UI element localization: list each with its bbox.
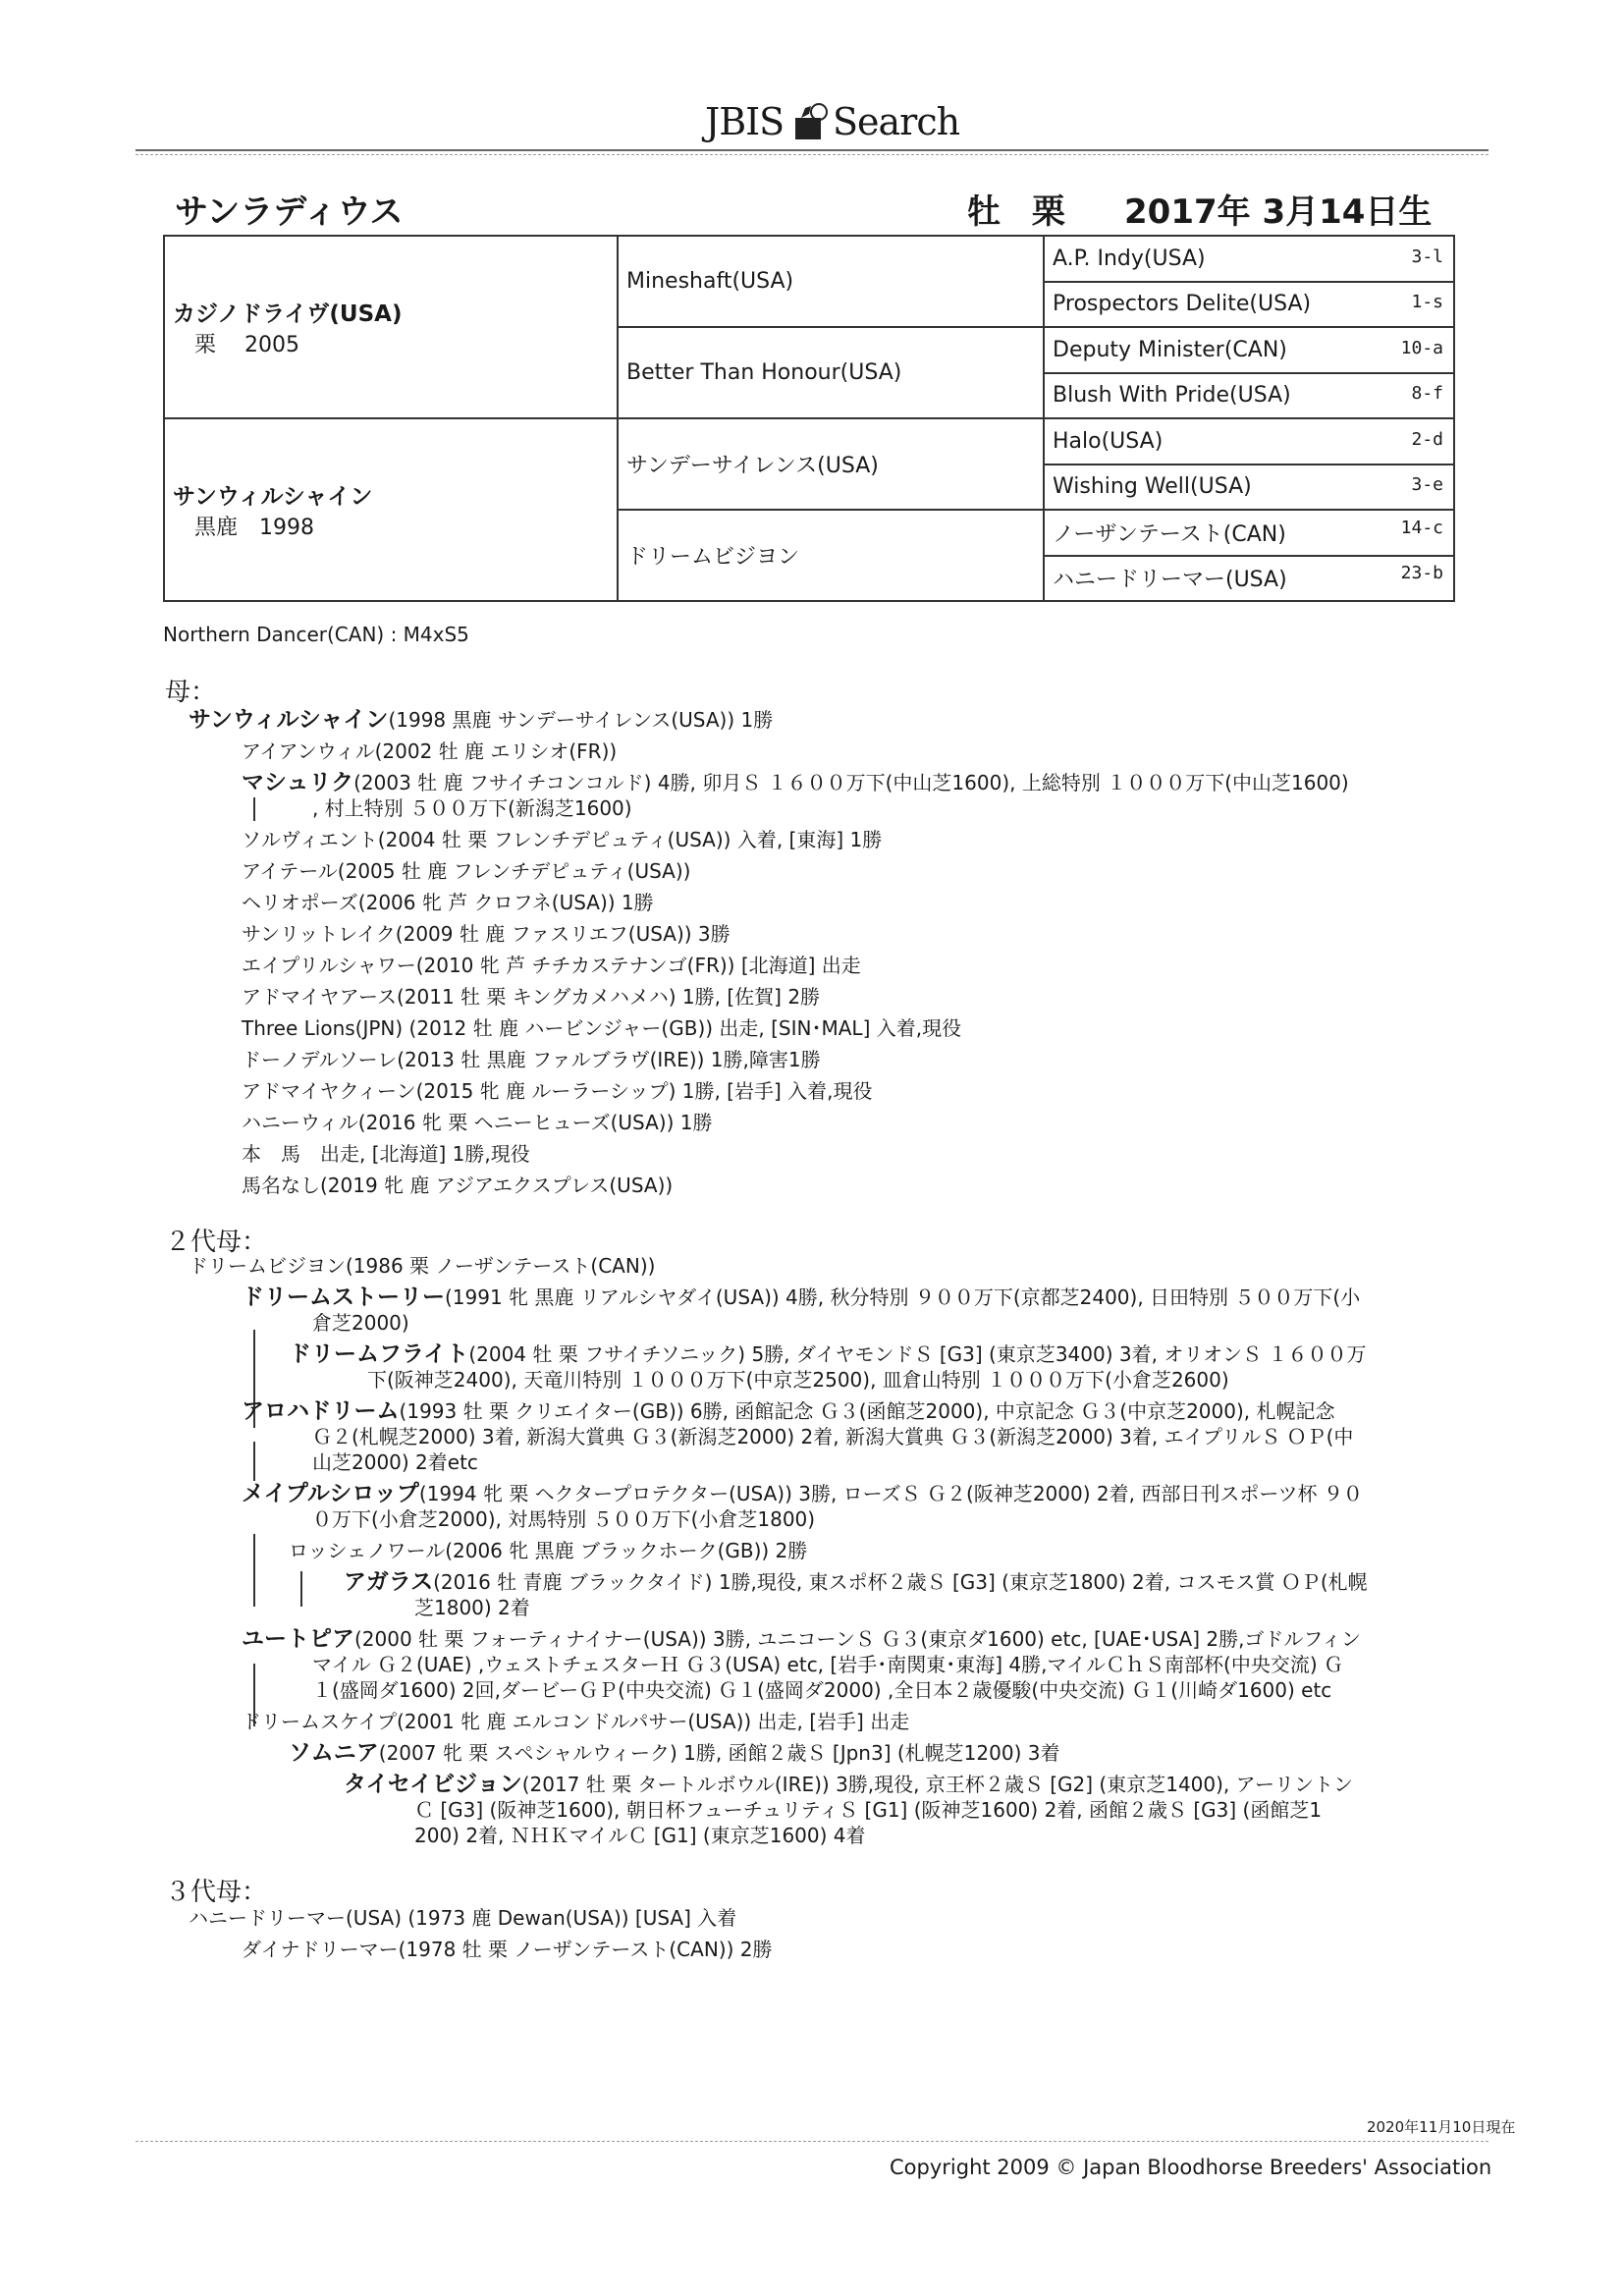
family-line bbox=[312, 1652, 1343, 1677]
horse-detail-text: (2016 牡 青鹿 ブラックタイド) 1勝,現役, 東スポ杯２歳Ｓ [G3] (東京芝1800) 2着, コスモス賞 ＯＰ(札幌 bbox=[433, 1570, 1368, 1594]
jbis-search-logo bbox=[687, 90, 960, 149]
pedigree-dam bbox=[164, 418, 618, 601]
horse-detail-text: アドマイヤアース(2011 牡 栗 キングカメハメハ) 1勝, [佐賀] 2勝 bbox=[242, 985, 821, 1009]
horse-detail-text: ロッシェノワール(2006 牝 黒鹿 ブラックホーク(GB)) 2勝 bbox=[289, 1539, 808, 1562]
header-rule bbox=[135, 149, 1489, 151]
horse-detail-text: 本 馬 出走, [北海道] 1勝,現役 bbox=[242, 1142, 530, 1166]
horse-name-bold: アガラス bbox=[344, 1569, 434, 1595]
family-line bbox=[242, 1937, 772, 1962]
horse-detail-text: ヘリオポーズ(2006 牝 芦 クロフネ(USA)) 1勝 bbox=[242, 891, 654, 914]
family-line bbox=[242, 770, 1349, 795]
family-line bbox=[189, 1905, 736, 1931]
family-line bbox=[367, 1367, 1229, 1393]
horse-detail-text: 倉芝2000) bbox=[312, 1311, 409, 1335]
family-line bbox=[242, 921, 731, 947]
horse-detail-text: ソルヴィエント(2004 牡 栗 フレンチデピュティ(USA)) 入着, [東海] 1勝 bbox=[242, 828, 883, 851]
horse-name-bold: ドリームストーリー bbox=[242, 1285, 445, 1310]
sire-name: カジノドライヴ(USA) bbox=[173, 301, 403, 327]
horse-detail-text: 山芝2000) 2着etc bbox=[312, 1450, 478, 1474]
pedigree-g2-cell: Mineshaft(USA) bbox=[618, 236, 1044, 327]
dam-name: サンウィルシャイン bbox=[173, 484, 373, 510]
horse-detail-text: (1998 黒鹿 サンデーサイレンス(USA)) 1勝 bbox=[388, 708, 774, 732]
family-line bbox=[242, 1078, 873, 1104]
family-line bbox=[242, 890, 654, 915]
family-line bbox=[414, 1823, 866, 1848]
horse-detail-text: ドリームスケイプ(2001 牝 鹿 エルコンドルパサー(USA)) 出走, [岩手] 出走 bbox=[242, 1710, 910, 1733]
pedigree-g2-cell: ドリームビジヨン bbox=[618, 510, 1044, 601]
horse-detail-text: 下(阪神芝2400), 天竜川特別 １０００万下(中京芝2500), 皿倉山特別 １０００万下(小倉芝2600) bbox=[367, 1368, 1229, 1392]
horse-detail-text: マイル Ｇ２(UAE) ,ウェストチェスターＨ Ｇ３(USA) etc, [岩手･南関東･東海] 4勝,マイルＣｈＳ南部杯(中央交流) Ｇ bbox=[312, 1653, 1344, 1676]
copyright-text: Copyright 2009 © Japan Bloodhorse Breeders' Association bbox=[890, 2156, 1492, 2179]
horse-detail-text: (1993 牡 栗 クリエイター(GB)) 6勝, 函館記念 Ｇ３(函館芝2000), 中京記念 Ｇ３(中京芝2000), 札幌記念 bbox=[399, 1399, 1335, 1423]
horse-name-bold: メイプルシロップ bbox=[242, 1481, 419, 1506]
family-line bbox=[312, 1449, 478, 1475]
as-of-date: 2020年11月10日現在 bbox=[1367, 2118, 1516, 2136]
family-connector bbox=[253, 1534, 255, 1607]
footer-rule bbox=[135, 2141, 1489, 2142]
family-line bbox=[242, 858, 690, 884]
section-g2dam-heading: ２代母： bbox=[165, 1228, 268, 1257]
family-line bbox=[344, 1569, 1368, 1595]
pedigree-table bbox=[163, 235, 1455, 602]
horse-detail-text: (2004 牡 栗 フサイチソニック) 5勝, ダイヤモンドＳ [G3] (東京芝3400) 3着, オリオンＳ １６００万 bbox=[468, 1342, 1367, 1366]
horse-detail-text: ０万下(小倉芝2000), 対馬特別 ５００万下(小倉芝1800) bbox=[312, 1507, 816, 1531]
family-line bbox=[242, 1015, 961, 1041]
family-line bbox=[242, 1626, 1361, 1652]
section-g3dam-heading: ３代母： bbox=[165, 1878, 268, 1907]
family-line bbox=[242, 953, 861, 978]
horse-detail-text: (2017 牡 栗 タートルボウル(IRE)) 3勝,現役, 京王杯２歳Ｓ [G2] (東京芝1400), アーリントン bbox=[521, 1773, 1354, 1796]
family-line bbox=[242, 738, 617, 764]
horse-birth-date: 2017年 3月14日生 bbox=[1124, 192, 1433, 232]
horse-detail-text: サンリットレイク(2009 牡 鹿 ファスリエフ(USA)) 3勝 bbox=[242, 922, 731, 946]
inbreeding-note: Northern Dancer(CAN) : M4xS5 bbox=[163, 623, 469, 646]
horse-detail-text: 芝1800) 2着 bbox=[414, 1596, 530, 1619]
horse-detail-text: (1994 牝 栗 ヘクタープロテクター(USA)) 3勝, ローズＳ Ｇ２(阪神芝2000) 2着, 西部日刊スポーツ杯 ９０ bbox=[418, 1482, 1363, 1505]
family-line bbox=[242, 1285, 1360, 1310]
pedigree-g2-cell: サンデーサイレンス(USA) bbox=[618, 418, 1044, 510]
family-line bbox=[414, 1797, 1322, 1823]
pedigree-g3-cell: Prospectors Delite(USA) 1-s bbox=[1044, 282, 1454, 328]
pedigree-g3-cell: Blush With Pride(USA) 8-f bbox=[1044, 373, 1454, 419]
family-line bbox=[242, 1110, 712, 1135]
horse-detail-text: , 村上特別 ５００万下(新潟芝1600) bbox=[312, 796, 632, 820]
family-line bbox=[344, 1772, 1353, 1797]
horse-detail-text: ハニードリーマー(USA) (1973 鹿 Dewan(USA)) [USA] 入着 bbox=[189, 1906, 737, 1930]
horse-detail-text: (1991 牝 黒鹿 リアルシヤダイ(USA)) 4勝, 秋分特別 ９００万下(京都芝2400), 日田特別 ５００万下(小 bbox=[445, 1285, 1361, 1309]
horse-detail-text: Ｃ [G3] (阪神芝1600), 朝日杯フューチュリティＳ [G1] (阪神芝1600) 2着, 函館２歳Ｓ [G3] (函館芝1 bbox=[414, 1798, 1323, 1822]
dam-color-year: 黒鹿 1998 bbox=[194, 516, 314, 540]
family-line bbox=[242, 1398, 1335, 1424]
horse-detail-text: Ｇ２(札幌芝2000) 3着, 新潟大賞典 Ｇ３(新潟芝2000) 2着, 新潟大賞典 Ｇ３(新潟芝2000) 3着, エイプリルＳ ＯＰ(中 bbox=[312, 1425, 1354, 1449]
family-line bbox=[189, 1253, 655, 1279]
horse-name-bold: サンウィルシャイン bbox=[189, 707, 389, 733]
family-line bbox=[289, 1740, 1059, 1766]
section-dam-heading: 母： bbox=[165, 678, 217, 707]
pedigree-g3-cell: A.P. Indy(USA) 3-l bbox=[1044, 236, 1454, 282]
family-line bbox=[312, 795, 632, 821]
family-line bbox=[312, 1310, 409, 1336]
horse-detail-text: Three Lions(JPN) (2012 牡 鹿 ハービンジャー(GB)) 出走, [SIN･MAL] 入着,現役 bbox=[242, 1016, 962, 1040]
horse-detail-text: ドーノデルソーレ(2013 牡 黒鹿 ファルブラヴ(IRE)) 1勝,障害1勝 bbox=[242, 1048, 821, 1071]
horse-detail-text: (2000 牡 栗 フォーティナイナー(USA)) 3勝, ユニコーンＳ Ｇ３(東京ダ1600) etc, [UAE･USA] 2勝,ゴドルフィン bbox=[354, 1627, 1361, 1651]
family-line bbox=[289, 1538, 807, 1563]
header-rule-dashed bbox=[135, 154, 1489, 155]
family-line bbox=[242, 1141, 530, 1167]
family-line bbox=[312, 1677, 1331, 1703]
horse-name-bold: アロハドリーム bbox=[242, 1398, 400, 1424]
family-line bbox=[242, 1173, 673, 1198]
horse-magnifier-icon bbox=[793, 102, 829, 141]
horse-name-bold: ドリームフライト bbox=[289, 1341, 469, 1367]
horse-detail-text: アイアンウィル(2002 牡 鹿 エリシオ(FR)) bbox=[242, 739, 618, 763]
horse-detail-text: アイテール(2005 牡 鹿 フレンチデピュティ(USA)) bbox=[242, 859, 691, 883]
family-connector bbox=[300, 1571, 302, 1607]
pedigree-g3-cell: Wishing Well(USA) 3-e bbox=[1044, 465, 1454, 511]
horse-name-bold: ユートピア bbox=[242, 1626, 354, 1652]
pedigree-g3-cell: Halo(USA) 2-d bbox=[1044, 418, 1454, 465]
horse-detail-text: ドリームビジヨン(1986 栗 ノーザンテースト(CAN)) bbox=[189, 1254, 656, 1278]
horse-detail-text: (2003 牡 鹿 フサイチコンコルド) 4勝, 卯月Ｓ １６００万下(中山芝1600), 上総特別 １０００万下(中山芝1600) bbox=[353, 771, 1349, 794]
family-line bbox=[242, 827, 882, 852]
horse-detail-text: (2007 牝 栗 スペシャルウィーク) 1勝, 函館２歳Ｓ [Jpn3] (札幌芝1200) 3着 bbox=[378, 1741, 1060, 1765]
family-line bbox=[189, 707, 773, 733]
horse-name-bold: タイセイビジョン bbox=[344, 1772, 522, 1797]
family-line bbox=[242, 1709, 909, 1734]
family-line bbox=[312, 1506, 815, 1532]
family-connector bbox=[253, 1442, 255, 1481]
family-line bbox=[312, 1424, 1353, 1449]
logo-search-text: Search bbox=[833, 100, 960, 143]
pedigree-sire bbox=[164, 236, 618, 418]
horse-detail-text: ダイナドリーマー(1978 牡 栗 ノーザンテースト(CAN)) 2勝 bbox=[242, 1938, 773, 1961]
horse-detail-text: 馬名なし(2019 牝 鹿 アジアエクスプレス(USA)) bbox=[242, 1174, 674, 1197]
pedigree-g3-cell: ハニードリーマー(USA) 23-b bbox=[1044, 556, 1454, 602]
horse-name-bold: マシュリク bbox=[242, 770, 354, 795]
horse-sex-color: 牡 栗 bbox=[967, 192, 1065, 232]
family-line bbox=[242, 984, 820, 1010]
family-line bbox=[242, 1047, 821, 1072]
horse-detail-text: １(盛岡ダ1600) 2回,ダービーＧＰ(中央交流) Ｇ１(盛岡ダ2000) ,全日本２歳優駿(中央交流) Ｇ１(川崎ダ1600) etc bbox=[312, 1678, 1332, 1702]
horse-name-bold: ソムニア bbox=[289, 1740, 379, 1766]
horse-detail-text: エイプリルシャワー(2010 牝 芦 チチカステナンゴ(FR)) [北海道] 出走 bbox=[242, 954, 861, 977]
family-connector bbox=[253, 797, 255, 821]
sire-color-year: 栗 2005 bbox=[194, 333, 299, 357]
family-line bbox=[242, 1481, 1363, 1506]
horse-name: サンラディウス bbox=[175, 192, 404, 232]
family-line bbox=[414, 1595, 530, 1620]
pedigree-g3-cell: Deputy Minister(CAN) 10-a bbox=[1044, 327, 1454, 373]
pedigree-g3-cell: ノーザンテースト(CAN) 14-c bbox=[1044, 510, 1454, 556]
pedigree-g2-cell: Better Than Honour(USA) bbox=[618, 327, 1044, 418]
logo-jbis-text: JBIS bbox=[705, 100, 785, 143]
horse-detail-text: アドマイヤクィーン(2015 牝 鹿 ルーラーシップ) 1勝, [岩手] 入着,現役 bbox=[242, 1079, 873, 1103]
horse-detail-text: 200) 2着, ＮＨＫマイルＣ [G1] (東京芝1600) 4着 bbox=[414, 1824, 866, 1847]
horse-detail-text: ハニーウィル(2016 牝 栗 ヘニーヒューズ(USA)) 1勝 bbox=[242, 1111, 713, 1134]
family-line bbox=[289, 1341, 1367, 1367]
